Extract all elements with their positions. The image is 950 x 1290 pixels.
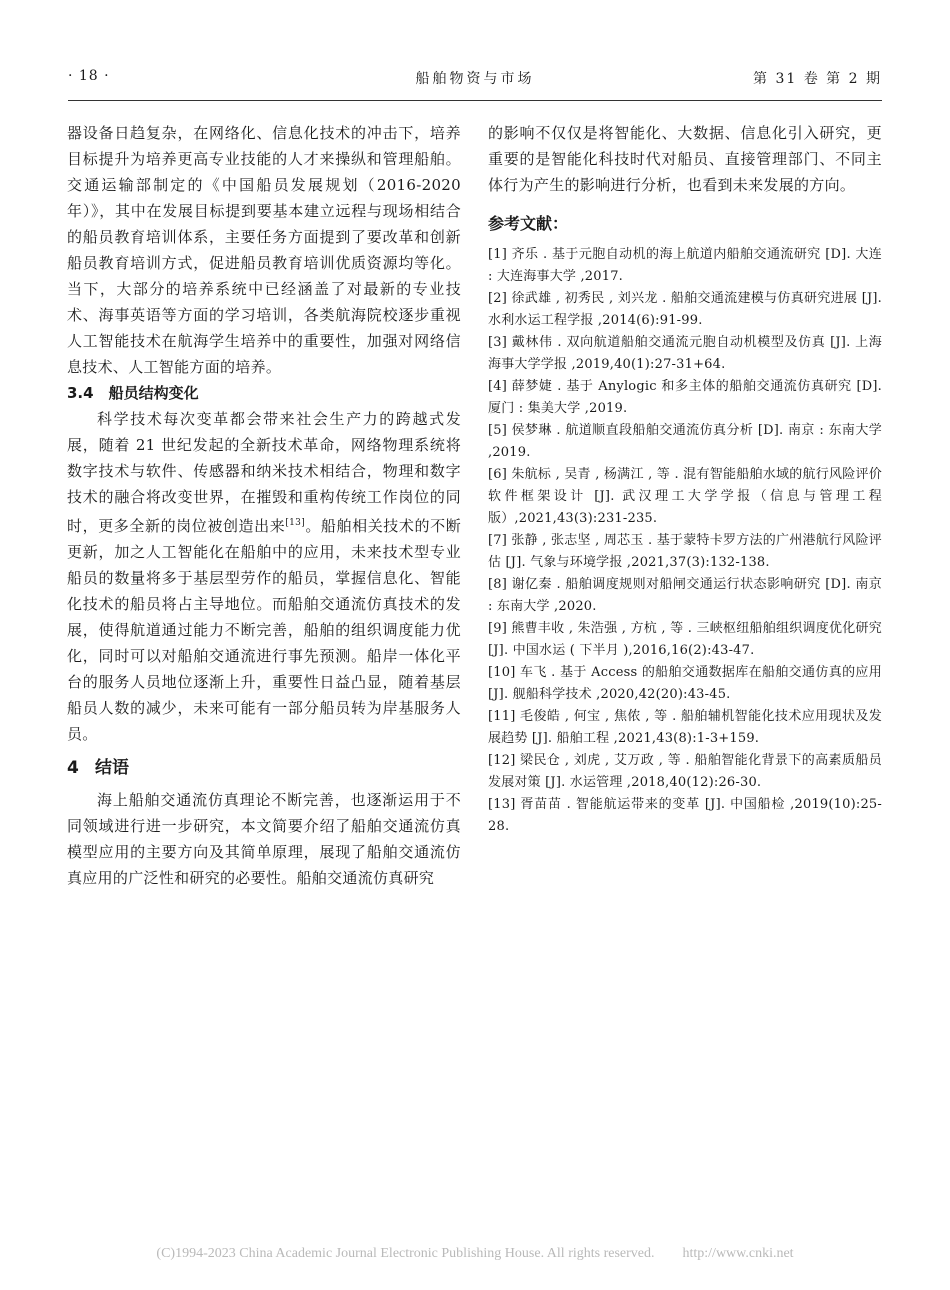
left-column — [67, 120, 461, 891]
references-heading: 参考文献： — [488, 214, 569, 233]
citation[interactable]: [13] — [285, 518, 306, 528]
paragraph-text: 。船舶相关技术的不断更新，加之人工智能化在船舶中的应用，未来技术型专业船员的数量将多于基层型劳作的船员，掌握信息化、智能化技术的船员将占主导地位。而船舶交通流仿真技术的发展，使得航道通过能力不断完善，船舶的组织调度能力优化，同时可以对船舶交通流进行事先预测。船岸一体化平台的服务人员地位逐渐上升，重要性日益凸显，随着基层船员人数的减少，未来可能有一部分船员转为岸基服务人员。 — [67, 517, 461, 743]
reference-item: [2] 徐武雄 , 初秀民 , 刘兴龙 . 船舶交通流建模与仿真研究进展 [J]. 水利水运工程学报 ,2014(6):91-99. — [488, 291, 882, 328]
reference-item: [11] 毛俊皓 , 何宝 , 焦侬 , 等 . 船舶辅机智能化技术应用现状及发展趋势 [J]. 船舶工程 ,2021,43(8):1-3+159. — [488, 709, 882, 746]
reference-item: [1] 齐乐 . 基于元胞自动机的海上航道内船舶交通流研究 [D]. 大连 : 大连海事大学 ,2017. — [488, 247, 882, 284]
paragraph: 的影响不仅仅是将智能化、大数据、信息化引入研究，更重要的是智能化科技时代对船员、直接管理部门、不同主体行为产生的影响进行分析，也看到未来发展的方向。 — [488, 124, 882, 194]
running-header — [68, 68, 882, 92]
reference-item: [4] 薛梦婕 . 基于 Anylogic 和多主体的船舶交通流仿真研究 [D]. 厦门 : 集美大学 ,2019. — [488, 379, 882, 416]
right-column — [488, 120, 882, 838]
reference-item: [9] 熊曹丰收 , 朱浩强 , 方杭 , 等 . 三峡枢纽船舶组织调度优化研究 [J]. 中国水运 ( 下半月 ),2016,16(2):43-47. — [488, 621, 882, 658]
reference-item: [12] 梁民仓 , 刘虎 , 艾万政 , 等 . 船舶智能化背景下的高素质船员发展对策 [J]. 水运管理 ,2018,40(12):26-30. — [488, 753, 882, 790]
section-heading — [67, 755, 461, 781]
section-number: 4 — [67, 758, 79, 778]
header-rule — [68, 100, 882, 101]
copyright-footer: (C)1994-2023 China Academic Journal Electronic Publishing House. All rights reserved. http://www.cnki.net — [156, 1246, 794, 1261]
section-title: 结语 — [95, 758, 129, 778]
reference-item: [8] 谢亿秦 . 船舶调度规则对船闸交通运行状态影响研究 [D]. 南京 : 东南大学 ,2020. — [488, 577, 882, 614]
page-number: · 18 · — [68, 68, 110, 84]
paragraph — [67, 406, 461, 747]
paragraph: 海上船舶交通流仿真理论不断完善，也逐渐运用于不同领域进行进一步研究，本文简要介绍了船舶交通流仿真模型应用的主要方向及其简单原理，展现了船舶交通流仿真应用的广泛性和研究的必要性。船舶交通流仿真研究 — [67, 791, 461, 887]
reference-item: [10] 车飞 . 基于 Access 的船舶交通数据库在船舶交通仿真的应用 [J]. 舰船科学技术 ,2020,42(20):43-45. — [488, 665, 882, 702]
reference-item: [13] 胥苗苗 . 智能航运带来的变革 [J]. 中国船检 ,2019(10):25-28. — [488, 797, 882, 834]
reference-item: [5] 侯梦琳 . 航道顺直段船舶交通流仿真分析 [D]. 南京 : 东南大学 ,2019. — [488, 423, 882, 460]
paragraph-text: 科学技术每次变革都会带来社会生产力的跨越式发展，随着 21 世纪发起的全新技术革命，网络物理系统将数字技术与软件、传感器和纳米技术相结合，物理和数字技术的融合将改变世界，在摧毁和重构传统工作岗位的同时，更多全新的岗位被创造出来 — [67, 410, 461, 535]
issue-label: 第 31 卷 第 2 期 — [753, 71, 882, 87]
reference-item: [3] 戴林伟 . 双向航道船舶交通流元胞自动机模型及仿真 [J]. 上海海事大学学报 ,2019,40(1):27-31+64. — [488, 335, 882, 372]
paragraph: 器设备日趋复杂，在网络化、信息化技术的冲击下，培养目标提升为培养更高专业技能的人才来操纵和管理船舶。交通运输部制定的《中国船员发展规划（2016-2020 年）》，其中在发展目标提到要基本建立远程与现场相结合的船员教育培训体系，主要任务方面提到了要改革和创新船员教育培训方式，促进船员教育培训优质资源均等化。当下，大部分的培养系统中已经涵盖了对最新的专业技术、海事英语等方面的学习培训，各类航海院校逐步重视人工智能技术在航海学生培养中的重要性，加强对网络信息技术、人工智能方面的培养。 — [67, 124, 461, 376]
subsection-heading: 3.4 船员结构变化 — [67, 384, 199, 402]
reference-list — [488, 244, 882, 838]
reference-item: [6] 朱航标 , 吴青 , 杨满江 , 等 . 混有智能船舶水域的航行风险评价软件框架设计 [J]. 武汉理工大学学报（信息与管理工程版）,2021,43(3):231-235. — [488, 467, 882, 526]
journal-title: 船舶物资与市场 — [415, 71, 535, 87]
reference-item: [7] 张静 , 张志坚 , 周芯玉 . 基于蒙特卡罗方法的广州港航行风险评估 [J]. 气象与环境学报 ,2021,37(3):132-138. — [488, 533, 882, 570]
